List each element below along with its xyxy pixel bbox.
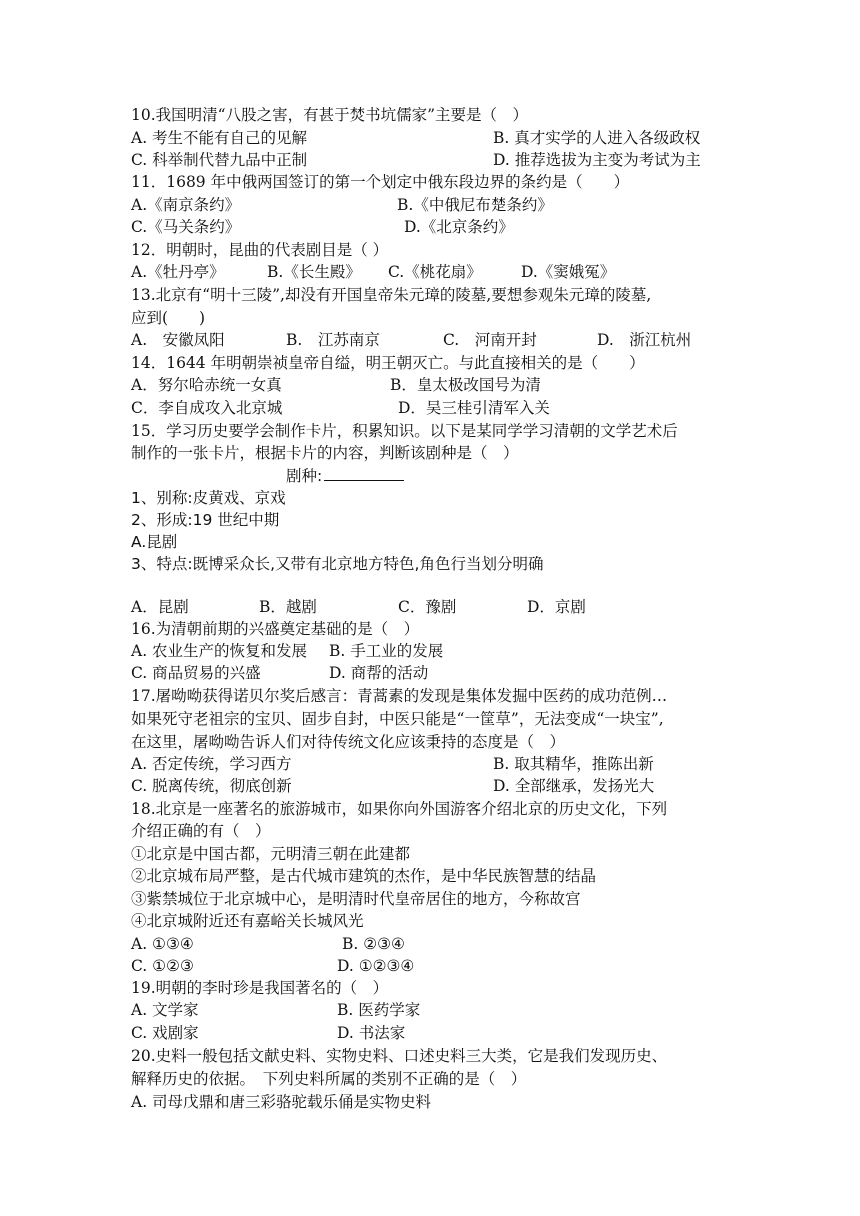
question-16-stem: 16.为清朝前期的兴盛奠定基础的是（ ）	[131, 620, 420, 638]
question-17-stem-line1: 17.屠呦呦获得诺贝尔奖后感言：青蒿素的发现是集体发掘中医药的成功范例…	[131, 687, 668, 705]
option-a: A．努尔哈赤统一女真	[131, 376, 282, 394]
option-a: A.《南京条约》	[131, 196, 241, 214]
option-d: D. ①②③④	[337, 957, 415, 975]
option-b: B．越剧	[259, 598, 317, 616]
option-c: C. 戏剧家	[131, 1024, 199, 1042]
question-18-stem-line2: 介绍正确的有（ ）	[131, 822, 271, 840]
statement-3: ③紫禁城位于北京城中心，是明清时代皇帝居住的地方，今称故宫	[131, 890, 581, 908]
question-13-options	[131, 329, 731, 351]
option-a: A. ①③④	[131, 935, 194, 953]
question-11-options-row2	[131, 216, 731, 238]
question-15-options	[131, 596, 731, 618]
option-d: D. 推荐选拔为主变为考试为主	[493, 151, 701, 169]
option-a: A. 司母戊鼎和唐三彩骆驼载乐俑是实物史料	[131, 1093, 432, 1111]
question-15-stem-line2: 制作的一张卡片，根据卡片的内容，判断该剧种是（ ）	[131, 444, 519, 462]
question-12-stem: 12．明朝时，昆曲的代表剧目是（ ）	[131, 241, 389, 259]
option-d: D. 书法家	[337, 1024, 406, 1042]
statement-1: ①北京是中国古都，元明清三朝在此建都	[131, 845, 411, 863]
question-16-options-row1	[131, 640, 731, 662]
option-a: A. 文学家	[131, 1001, 199, 1019]
option-c: C. 脱离传统，彻底创新	[131, 777, 292, 795]
option-c: C. ①②③	[131, 957, 194, 975]
question-18-options-row2	[131, 955, 731, 977]
question-19-options-row2	[131, 1022, 731, 1044]
question-14-options-row1	[131, 374, 731, 396]
question-11-options-row1	[131, 194, 731, 216]
question-20-stem-line2: 解释历史的依据。 下列史料所属的类别不正确的是（ ）	[131, 1070, 527, 1088]
card-line-3: A.昆剧	[131, 533, 178, 551]
option-c: C．豫剧	[398, 598, 457, 616]
card-title-label: 剧种:	[286, 467, 323, 485]
question-10-options-row2	[131, 149, 731, 171]
option-c: C. 河南开封	[443, 331, 537, 349]
option-d: D.《北京条约》	[404, 218, 514, 236]
option-a: A. 安徽凤阳	[131, 331, 225, 349]
option-d: D. 全部继承，发扬光大	[493, 777, 655, 795]
option-d: D. 浙江杭州	[597, 331, 692, 349]
card-line-2: 2、形成:19 世纪中期	[131, 511, 280, 529]
statement-4: ④北京城附近还有嘉峪关长城风光	[131, 912, 364, 930]
question-11-stem: 11．1689 年中俄两国签订的第一个划定中俄东段边界的条约是（ ）	[131, 173, 630, 191]
statement-2: ②北京城布局严整，是古代城市建筑的杰作，是中华民族智慧的结晶	[131, 867, 597, 885]
option-b: B. 真才实学的人进入各级政权	[493, 129, 701, 147]
question-19-options-row1	[131, 999, 731, 1021]
option-b: B.《中俄尼布楚条约》	[397, 196, 553, 214]
option-a: A.《牡丹亭》	[131, 263, 225, 281]
question-17-options-row2	[131, 775, 731, 797]
question-18-stem-line1: 18.北京是一座著名的旅游城市，如果你向外国游客介绍北京的历史文化，下列	[131, 800, 668, 818]
card-line-4: 3、特点:既博采众长,又带有北京地方特色,角色行当划分明确	[131, 555, 544, 573]
option-a: A. 否定传统，学习西方	[131, 755, 292, 773]
question-18-options-row1	[131, 933, 731, 955]
question-20-stem-line1: 20.史料一般包括文献史料、实物史料、口述史料三大类，它是我们发现历史、	[131, 1047, 668, 1065]
question-13-stem-line2: 应到( )	[131, 309, 206, 327]
question-10-options-row1	[131, 127, 731, 149]
question-15-stem-line1: 15．学习历史要学会制作卡片，积累知识。以下是某同学学习清朝的文学艺术后	[131, 422, 678, 440]
option-d: D. 商帮的活动	[329, 664, 429, 682]
option-a: A. 农业生产的恢复和发展	[131, 642, 308, 660]
card-line-1: 1、别称:皮黄戏、京戏	[131, 489, 286, 507]
option-d: D.《窦娥冤》	[521, 263, 616, 281]
option-b: B. 取其精华，推陈出新	[493, 755, 654, 773]
question-16-options-row2	[131, 662, 731, 684]
card-title	[286, 465, 404, 487]
question-17-stem-line2: 如果死守老祖宗的宝贝、固步自封，中医只能是“一筐草”，无法变成“一块宝”,	[131, 710, 664, 728]
option-b: B.《长生殿》	[267, 263, 361, 281]
option-b: B. 江苏南京	[286, 331, 380, 349]
option-c: C. 科举制代替九品中正制	[131, 151, 308, 169]
option-d: D．京剧	[527, 598, 586, 616]
option-c: C.《桃花扇》	[388, 263, 482, 281]
option-a: A．昆剧	[131, 598, 189, 616]
option-d: D．吴三桂引清军入关	[398, 399, 550, 417]
question-10-stem: 10.我国明清“八股之害，有甚于焚书坑儒家”主要是（ ）	[131, 106, 529, 124]
question-17-stem-line3: 在这里，屠呦呦告诉人们对待传统文化应该秉持的态度是（ ）	[131, 733, 566, 751]
answer-blank	[324, 466, 404, 481]
question-13-stem-line1: 13.北京有“明十三陵”,却没有开国皇帝朱元璋的陵墓,要想参观朱元璋的陵墓,	[131, 286, 652, 304]
option-c: C.《马关条约》	[131, 218, 241, 236]
option-c: C．李自成攻入北京城	[131, 399, 283, 417]
question-14-stem: 14．1644 年明朝崇祯皇帝自缢，明王朝灭亡。与此直接相关的是（ ）	[131, 354, 645, 372]
option-b: B. ②③④	[342, 935, 405, 953]
option-a: A. 考生不能有自己的见解	[131, 129, 308, 147]
question-12-options	[131, 261, 731, 283]
question-19-stem: 19.明朝的李时珍是我国著名的（ ）	[131, 979, 389, 997]
question-17-options-row1	[131, 753, 731, 775]
option-c: C. 商品贸易的兴盛	[131, 664, 261, 682]
option-b: B. 手工业的发展	[329, 642, 444, 660]
question-14-options-row2	[131, 397, 731, 419]
option-b: B．皇太极改国号为清	[390, 376, 541, 394]
option-b: B. 医药学家	[337, 1001, 421, 1019]
